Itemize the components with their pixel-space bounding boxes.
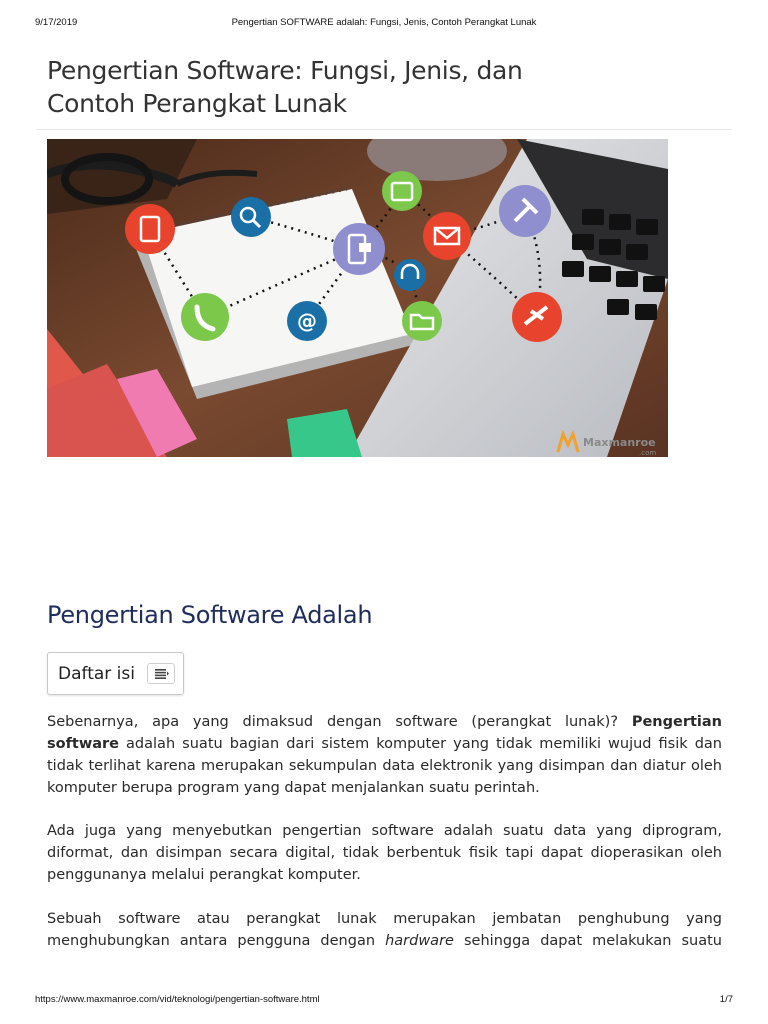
paragraph-3 — [47, 908, 722, 952]
folder-icon — [402, 301, 442, 341]
print-date: 9/17/2019 — [35, 17, 78, 28]
mail-icon — [423, 212, 471, 260]
print-footer — [35, 994, 733, 1008]
paragraph-3-italic: hardware — [385, 933, 454, 949]
mobile-chat-icon — [333, 223, 385, 275]
table-of-contents-box[interactable] — [47, 652, 184, 695]
paragraph-2 — [47, 820, 722, 886]
svg-text:@: @ — [297, 309, 317, 333]
paragraph-3-rest: sehingga dapat melakukan suatu — [453, 933, 722, 949]
hero-image — [47, 139, 668, 457]
airplane-icon — [512, 292, 562, 342]
page-title — [47, 54, 607, 120]
print-document-title: Pengertian SOFTWARE adalah: Fungsi, Jenis, Contoh Perangkat Lunak — [231, 17, 537, 28]
paragraph-1-lead: Sebenarnya, apa yang dimaksud dengan software (perangkat lunak)? — [47, 714, 632, 730]
print-url: https://www.maxmanroe.com/vid/teknologi/pengertian-software.html — [35, 994, 320, 1005]
toc-toggle-button[interactable] — [147, 663, 175, 684]
toc-label: Daftar isi — [58, 664, 135, 684]
paragraph-1 — [47, 711, 722, 799]
paragraph-3-lead: Sebuah software atau perangkat lunak merupakan jembatan penghubung yang menghubungkan antara pengguna dengan — [47, 911, 722, 949]
gavel-icon — [499, 185, 551, 237]
paragraph-2-text: Ada juga yang menyebutkan pengertian software adalah suatu data yang diprogram, diformat, dan disimpan secara digital, tidak berbentuk fisik tapi dapat dioperasikan oleh penggunanya melalui perangkat komputer. — [47, 823, 722, 883]
headset-icon — [394, 259, 426, 291]
email-at-icon — [287, 301, 327, 341]
title-divider — [36, 129, 732, 130]
print-header — [35, 17, 733, 31]
section-heading: Pengertian Software Adalah — [47, 601, 373, 629]
list-icon — [155, 669, 169, 679]
page-title-line-2: Contoh Perangkat Lunak — [47, 89, 347, 118]
watermark-suffix: .com — [639, 449, 657, 457]
page-title-line-1: Pengertian Software: Fungsi, Jenis, dan — [47, 56, 523, 85]
notebook-app-icon — [125, 204, 175, 254]
watermark-text: Maxmanroe — [583, 436, 656, 449]
calendar-icon — [382, 171, 422, 211]
phone-icon — [181, 293, 229, 341]
hero-illustration — [47, 139, 668, 457]
paragraph-1-bold: Pengertian software — [47, 714, 722, 752]
search-user-icon — [231, 197, 271, 237]
paragraph-1-rest: adalah suatu bagian dari sistem komputer yang tidak memiliki wujud fisik dan tidak terlihat karena merupakan sekumpulan data elektronik yang disimpan dan diatur oleh komputer berupa program yang dapat menjalankan suatu perintah. — [47, 736, 722, 796]
page-number: 1/7 — [719, 994, 733, 1005]
